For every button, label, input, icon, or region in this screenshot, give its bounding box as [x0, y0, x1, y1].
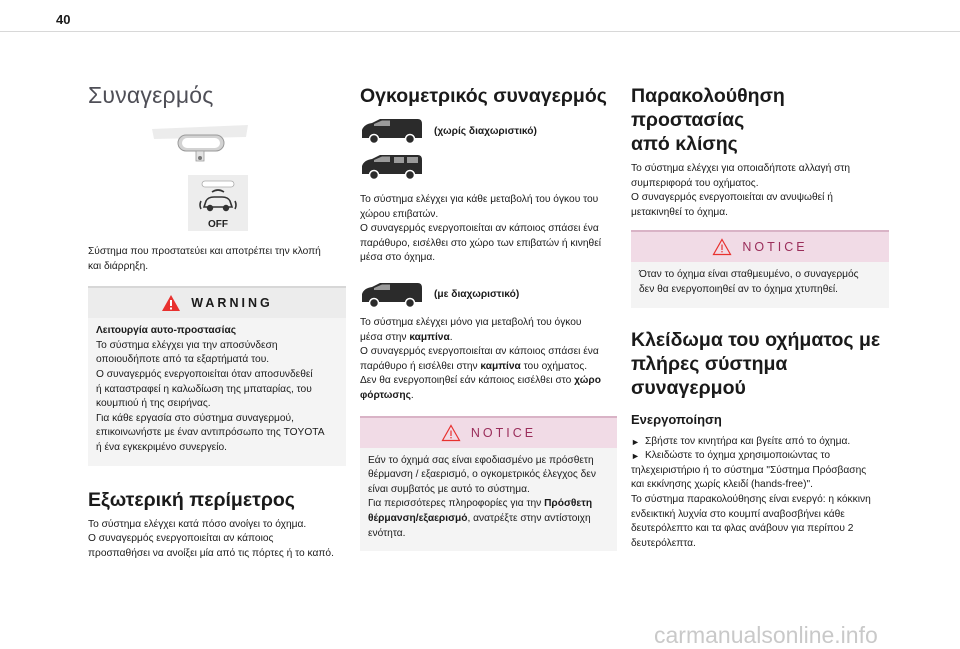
header-divider — [0, 31, 960, 32]
notice-line: ενότητα. — [368, 527, 406, 539]
warning-line: Το σύστημα ελέγχει για την αποσύνδεση — [96, 339, 278, 351]
page-title: Συναγερμός — [88, 82, 214, 108]
notice-line: Εάν το όχημά σας είναι εφοδιασμένο με πρόσθετη — [368, 454, 594, 466]
activation-step: ► Κλειδώστε το όχημα χρησιμοποιώντας το — [631, 449, 889, 464]
variant-with-partition — [360, 280, 617, 310]
tilt-line: Ο συναγερμός ενεργοποιείται αν ανυψωθεί ή — [631, 192, 833, 204]
partition-line: φόρτωσης. — [360, 389, 414, 401]
alarm-off-button-icon — [188, 175, 248, 231]
tilt-line: συμπεριφορά του οχήματος. — [631, 177, 759, 189]
warning-box — [88, 286, 346, 465]
warning-line: οποιουδήποτε από τα εξαρτήματά του. — [96, 354, 270, 366]
van-icon — [360, 280, 424, 310]
column-tilt — [631, 72, 889, 551]
partition-line: Ο συναγερμός ενεργοποιείται αν κάποιος σπάσει ένα — [360, 346, 599, 358]
van-icon — [360, 116, 424, 146]
watermark: carmanualsonline.info — [654, 622, 878, 648]
perimeter-line: Ο συναγερμός ενεργοποιείται αν κάποιος — [88, 533, 274, 545]
perimeter-title: Εξωτερική περίμετρος — [88, 488, 295, 511]
activation-line: και εκκίνησης χωρίς κλειδί (hands-free)". — [631, 479, 813, 491]
notice-triangle-icon — [441, 424, 461, 442]
warning-line: ή καταστραφεί η καλωδίωση της μπαταρίας, του — [96, 383, 312, 395]
van-with-partition-icon — [360, 152, 424, 182]
notice-line: θέρμανση/εξαερισμό, ανατρέξτε στην αντίστοιχη — [368, 512, 591, 524]
partition-line: Το σύστημα ελέγχει μόνο για μεταβολή του όγκου — [360, 316, 582, 328]
warning-line: ή ένα εγκεκριμένο συνεργείο. — [96, 441, 227, 453]
arrow-right-icon: ► — [631, 436, 640, 447]
locking-title: Κλείδωμα του οχήματος με πλήρες σύστημα συναγερμού — [631, 328, 881, 399]
warning-heading: Λειτουργία αυτο-προστασίας — [96, 325, 237, 337]
intro-line: Σύστημα που προστατεύει και αποτρέπει την κλοπή — [88, 246, 321, 257]
partition-line: παράθυρο ή εισέλθει στην καμπίνα του οχήματος. — [360, 360, 588, 372]
variant-label: (με διαχωριστικό) — [434, 289, 520, 301]
page-number: 40 — [56, 12, 71, 27]
warning-header — [88, 288, 346, 318]
column-volumetric — [360, 72, 617, 551]
notice-label: NOTICE — [470, 425, 537, 440]
mirror-sensor-icon — [150, 123, 250, 167]
activation-step: ► Σβήστε τον κινητήρα και βγείτε από το όχημα. — [631, 435, 889, 450]
warning-line: κουμπιού ή της σειρήνας. — [96, 398, 211, 410]
notice-line: δεν θα ενεργοποιηθεί αν το όχημα χτυπηθεί. — [639, 283, 839, 295]
notice-line: Για περισσότερες πληροφορίες για την Πρόσθετη — [368, 498, 593, 510]
perimeter-line: Το σύστημα ελέγχει κατά πόσο ανοίγει το όχημα. — [88, 518, 307, 530]
notice-header — [360, 418, 617, 448]
volumetric-line: μέσα στο όχημα. — [360, 252, 436, 264]
activation-line: δευτερόλεπτα. — [631, 537, 696, 549]
warning-label: WARNING — [191, 296, 273, 311]
off-label: OFF — [208, 219, 228, 230]
column-alarm — [88, 72, 346, 561]
variant-label: (χωρίς διαχωριστικό) — [434, 125, 537, 137]
activation-line: δευτερόλεπτο και τα φλας ανάβουν για περίπου 2 — [631, 523, 854, 535]
partition-line: Δεν θα ενεργοποιηθεί εάν κάποιος εισέλθει στο χώρο — [360, 375, 601, 387]
tilt-line: μετακινηθεί το όχημα. — [631, 206, 728, 218]
notice-label: NOTICE — [742, 240, 808, 255]
perimeter-line: προσπαθήσει να ανοίξει μία από τις πόρτες ή το καπό. — [88, 547, 334, 559]
activation-line: ενδεικτική λυχνία στο κουμπί αναβοσβήνει κάθε — [631, 508, 845, 520]
activation-line: Το σύστημα παρακολούθησης είναι ενεργό: η κόκκινη — [631, 493, 871, 505]
volumetric-line: παράθυρο, εισέλθει στο χώρο των επιβατών ή κινηθεί — [360, 237, 602, 249]
warning-line: Για κάθε εργασία στο σύστημα συναγερμού, — [96, 412, 294, 424]
volumetric-line: Ο συναγερμός ενεργοποιείται αν κάποιος σπάσει ένα — [360, 223, 599, 235]
warning-line: επικοινωνήστε με έναν αντιπρόσωπο της TOYOTA — [96, 427, 325, 439]
notice-box — [360, 416, 617, 552]
partition-line: μέσα στην καμπίνα. — [360, 331, 453, 343]
intro-line: και διάρρηξη. — [88, 260, 149, 272]
volumetric-title: Ογκομετρικός συναγερμός — [360, 85, 607, 107]
tilt-title: Παρακολούθηση προστασίας από κλίσης — [631, 85, 785, 155]
volumetric-line: χώρου επιβατών. — [360, 208, 439, 220]
tilt-line: Το σύστημα ελέγχει για οποιαδήποτε αλλαγή στη — [631, 163, 851, 174]
warning-triangle-icon — [161, 294, 181, 312]
notice-line: είναι συμβατός με αυτό το σύστημα. — [368, 483, 530, 495]
notice-triangle-icon — [712, 238, 732, 256]
variant-without-partition — [360, 116, 617, 146]
notice-header — [631, 232, 889, 262]
volumetric-line: Το σύστημα ελέγχει για κάθε μεταβολή του όγκου του — [360, 194, 599, 205]
arrow-right-icon: ► — [631, 451, 640, 462]
notice-line: θέρμανση / εξαερισμό, ο ογκομετρικός έλεγχος δεν — [368, 469, 596, 481]
activation-title: Ενεργοποίηση — [631, 411, 722, 427]
notice-line: Όταν το όχημα είναι σταθμευμένο, ο συναγερμός — [639, 269, 859, 281]
warning-line: Ο συναγερμός ενεργοποιείται όταν αποσυνδεθεί — [96, 368, 313, 380]
activation-line: τηλεχειριστήριο ή το σύστημα "Σύστημα Πρόσβασης — [631, 464, 867, 476]
notice-box — [631, 230, 889, 307]
